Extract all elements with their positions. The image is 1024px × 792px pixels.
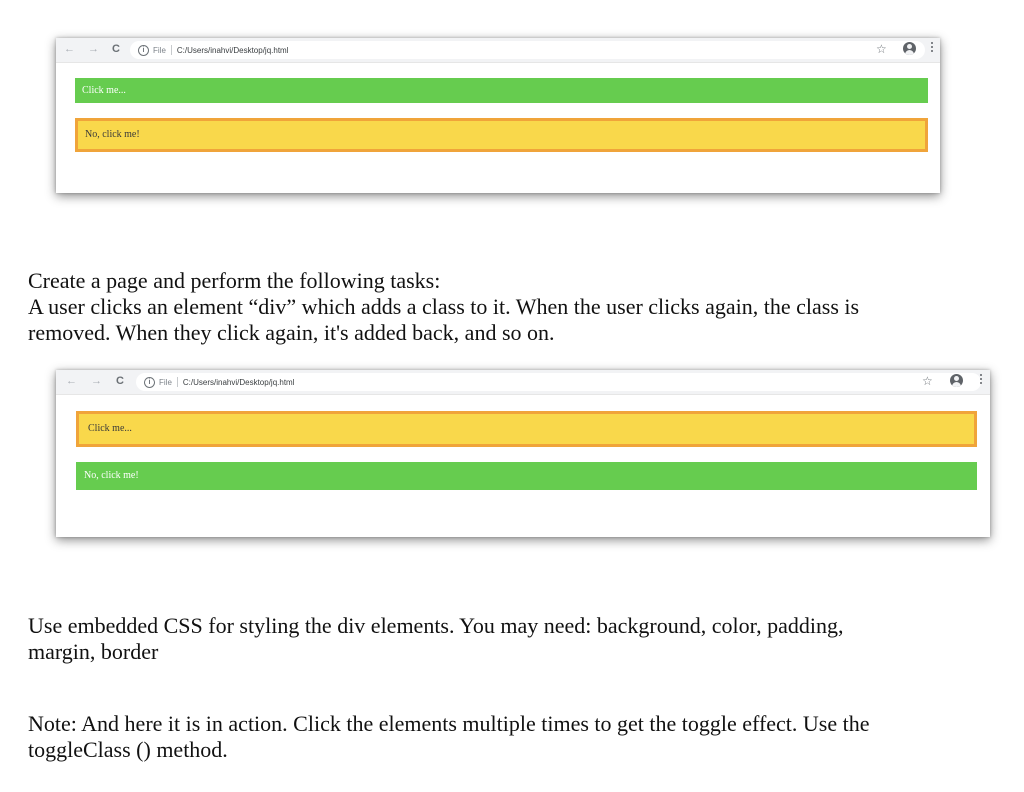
browser-toolbar — [56, 38, 940, 63]
no-click-me-div[interactable]: No, click me! — [75, 118, 928, 152]
account-icon[interactable] — [950, 374, 963, 387]
address-bar[interactable] — [136, 373, 981, 391]
task-heading: Create a page and perform the following tasks: — [28, 268, 441, 293]
no-click-me-div[interactable]: No, click me! — [76, 462, 977, 490]
address-bar[interactable] — [130, 41, 925, 59]
forward-icon[interactable]: → — [88, 43, 99, 55]
reload-icon[interactable]: C — [116, 375, 124, 387]
back-icon[interactable]: ← — [66, 375, 77, 387]
menu-icon[interactable] — [931, 42, 934, 54]
click-me-div[interactable]: Click me... — [75, 78, 928, 103]
action-note: Note: And here it is in action. Click the elements multiple times to get the toggle effect. Use the toggleClass () method. — [28, 711, 870, 762]
reload-icon[interactable]: C — [112, 43, 120, 55]
css-note: Use embedded CSS for styling the div elements. You may need: background, color, padding, margin, border — [28, 613, 844, 664]
file-label: File — [153, 45, 166, 55]
browser-screenshot-1 — [56, 38, 940, 193]
forward-icon[interactable]: → — [91, 375, 102, 387]
account-icon[interactable] — [903, 42, 916, 55]
info-icon[interactable]: i — [138, 45, 149, 56]
file-label: File — [159, 377, 172, 387]
click-me-div[interactable]: Click me... — [76, 411, 977, 447]
bookmark-star-icon[interactable]: ☆ — [922, 374, 933, 388]
address-separator — [177, 377, 178, 387]
url-text[interactable]: C:/Users/inahvi/Desktop/jq.html — [182, 377, 295, 387]
info-icon[interactable]: i — [144, 377, 155, 388]
browser-screenshot-2 — [56, 370, 990, 537]
menu-icon[interactable] — [980, 374, 983, 386]
browser-toolbar — [56, 370, 990, 395]
address-separator — [171, 45, 172, 55]
task-description: A user clicks an element “div” which adds a class to it. When the user clicks again, the class is removed. When they click again, it's added back, and so on. — [28, 294, 860, 345]
bookmark-star-icon[interactable]: ☆ — [876, 42, 887, 56]
back-icon[interactable]: ← — [64, 43, 75, 55]
url-text[interactable]: C:/Users/inahvi/Desktop/jq.html — [176, 45, 289, 55]
